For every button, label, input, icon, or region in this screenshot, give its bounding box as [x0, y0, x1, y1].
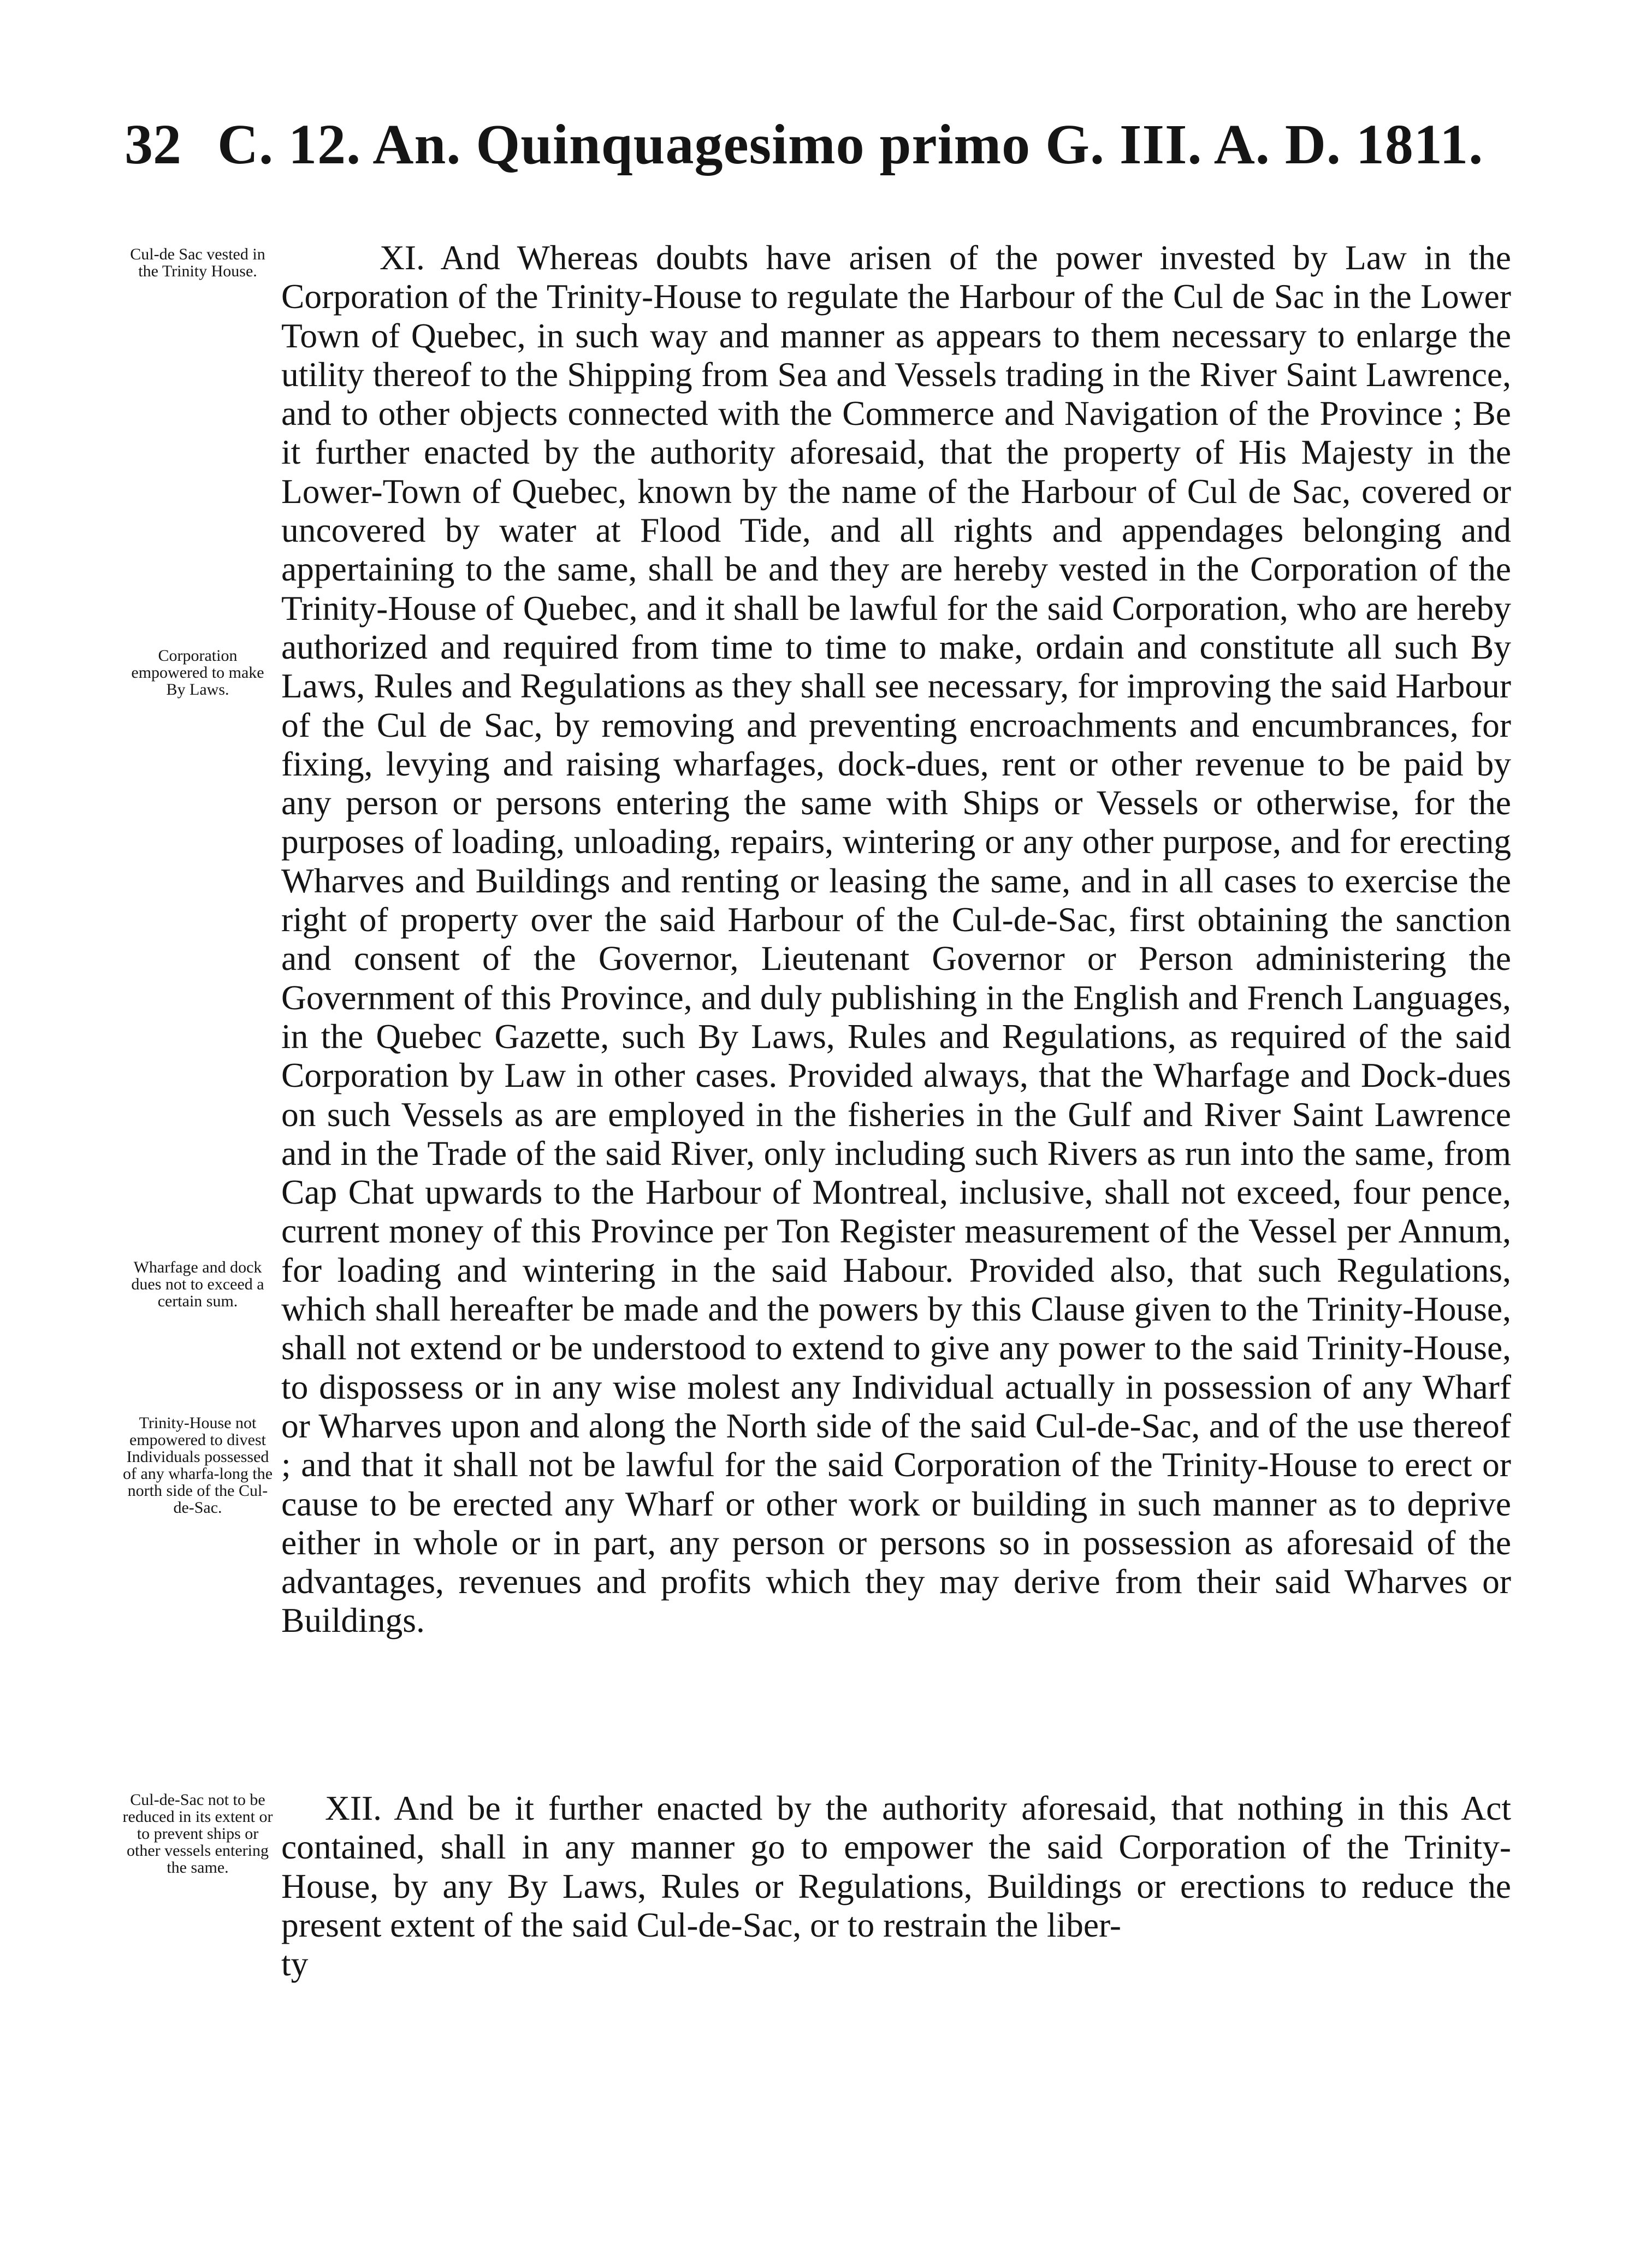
section-xi-text: XI. And Whereas doubts have arisen of the power invested by Law in the Corporation of the Trinity-House to regulate the Harbour of the Cul de Sac in the Lower Town of Quebec, in such way and manner as appears to them necessary to enlarge the utility thereof to the Shipping from Sea and Vessels trading in the River Saint Lawrence, and to other objects connected with the Commerce and Navigation of the Province ; Be it further enacted by the authority aforesaid, that the property of His Majesty in the Lower-Town of Quebec, known by the name of the Harbour of Cul de Sac, covered or uncovered by water at Flood Tide, and all rights and appendages belonging and appertaining to the same, shall be and they are hereby vested in the Corporation of the Trinity-House of Quebec, and it shall be lawful for the said Corporation, who are hereby authorized and required from time to time to make, ordain and constitute all such By Laws, Rules and Regulations as they shall see necessary, for improving the said Harbour of the Cul de Sac, by removing and preventing encroachments and encumbrances, for fixing, levying and raising wharfages, dock-dues, rent or other revenue to be paid by any person or persons entering the same with Ships or Vessels or otherwise, for the purposes of loading, unloading, repairs, wintering or any other purpose, and for erecting Wharves and Buildings and renting or leasing the same, and in all cases to exercise the right of property over the said Harbour of the Cul-de-Sac, first obtaining the sanction and consent of the Governor, Lieutenant Governor or Person administering the Government of this Province, and duly publishing in the English and French Languages, in the Quebec Gazette, such By Laws, Rules and Regulations, as required of the said Corporation by Law in other cases. Provided always, that the Wharfage and Dock-dues on such Vessels as are employed in the fisheries in the Gulf and River Saint Lawrence and in the Trade of the said River, only including such Rivers as run into the same, from Cap Chat upwards to the Harbour of Montreal, inclusive, shall not exceed, four pence, current money of this Province per Ton Register measurement of the Vessel per Annum, for loading and wintering in the said Habour. Provided also, that such Regulations, which shall hereafter be made and the powers by this Clause given to the Trinity-House, shall not extend or be understood to extend to give any power to the said Trinity-House, to dispossess or in any wise molest any Individual actually in possession of any Wharf or Wharves upon and along the North side of the said Cul-de-Sac, and of the use thereof ; and that it shall not be lawful for the said Corporation of the Trinity-House to erect or cause to be erected any Wharf or other work or building in such manner as to deprive either in whole or in part, any person or persons so in possession as aforesaid of the advantages, revenues and profits which they may derive from their said Wharves or Buildings.: [281, 238, 1511, 1640]
section-xii-text: XII. And be it further enacted by the authority aforesaid, that nothing in this Act contained, shall in any manner go to empower the said Corporation of the Trinity-House, by any By Laws, Rules or Regulations, Buildings or erections to reduce the present extent of the said Cul-de-Sac, or to restrain the liber-: [281, 1789, 1511, 1944]
catchword: ty: [281, 1944, 309, 1984]
margin-note-wharfage-limit: Wharfage and dock dues not to exceed a certain sum.: [131, 1258, 264, 1310]
running-title: C. 12. An. Quinquagesimo primo G. III. A. D. 1811.: [217, 113, 1484, 176]
page-header: [125, 112, 1523, 183]
page-number: 32: [125, 113, 181, 176]
margin-note-cul-de-sac-vested: Cul-de Sac vested in the Trinity House.: [130, 245, 265, 280]
section-xii: [281, 1789, 1511, 1983]
margin-note-cul-de-sac-not-reduced: Cul-de-Sac not to be reduced in its extent or to prevent ships or other vessels entering the same.: [122, 1791, 273, 1877]
margin-note-trinity-house-not-empowered: Trinity-House not empowered to divest Individuals possessed of any wharfa-long the north side of the Cul-de-Sac.: [122, 1414, 273, 1517]
margin-note-corporation-empowered: Corporation empowered to make By Laws.: [131, 647, 264, 699]
section-xi: [281, 238, 1511, 1640]
